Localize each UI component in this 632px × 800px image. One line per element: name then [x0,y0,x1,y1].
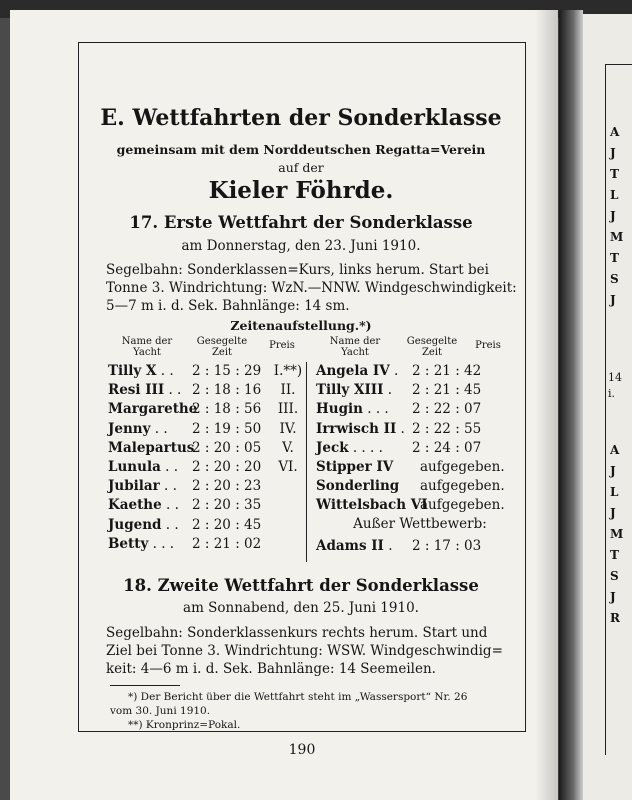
prize-rank: VI. [278,458,298,475]
race17-title: 17. Erste Wettfahrt der Sonderklasse [129,213,473,232]
facing-page-letter: T [610,548,619,562]
facing-page-letter: T [610,167,619,181]
facing-page-letter: A [610,125,620,139]
results-table-right [316,362,516,516]
race18-course-line-1: Segelbahn: Sonderklassenkurs rechts herum. Start und [106,625,488,641]
outside-yacht-dots: . [388,538,393,554]
times-table-title: Zeitenaufstellung.*) [230,318,372,333]
yacht-name: Malepartus [108,439,195,456]
table-row [108,535,304,554]
leader-dots: . . [160,458,178,475]
prize-rank: I.**) [273,363,303,379]
table-row [108,516,304,535]
table-row [316,458,516,477]
facing-page-letter: J [610,209,616,223]
table-row [316,439,516,458]
header-prize-right: Preis [475,340,501,351]
yacht-name: Tilly XIII [316,382,384,399]
sailed-time: 2 : 19 : 50 [192,420,262,437]
table-row [316,381,516,400]
sailed-time: 2 : 20 : 35 [192,497,262,514]
table-row [316,400,516,419]
sailed-time: 2 : 24 : 07 [412,439,482,456]
sailed-time: 2 : 20 : 45 [192,516,262,533]
heading-line-1: gemeinsam mit dem Norddeutschen Regatta=Verein [116,142,486,157]
sailed-time: 2 : 21 : 42 [412,363,482,379]
sailed-time: 2 : 22 : 55 [412,420,482,437]
facing-page-letter: T [610,251,619,265]
page-shadow [535,10,559,800]
table-row [108,362,304,381]
facing-page-letter: J [610,590,616,604]
prize-rank: III. [277,401,299,418]
yacht-name: Jubilar [108,478,160,495]
facing-page-letter: M [610,527,624,541]
location-title: Kieler Föhrde. [208,177,394,204]
retired-status: aufgegeben. [420,458,505,475]
footnote-rule [110,685,180,686]
table-row [108,477,304,496]
facing-page-letter: A [610,443,620,457]
sailed-time: 2 : 15 : 29 [192,363,262,379]
race18-date: am Sonnabend, den 25. Juni 1910. [183,600,419,616]
facing-page-letter: R [610,611,620,625]
leader-dots: . . . . [348,439,383,456]
leader-dots: . . [156,363,174,379]
book-spine [559,10,583,800]
leader-dots: . . [159,478,177,495]
leader-dots: . [383,382,392,399]
facing-page-letter: L [610,188,619,202]
sailed-time: 2 : 20 : 23 [192,478,262,495]
section-title: E. Wettfahrten der Sonderklasse [100,105,502,131]
facing-page-letter: M [610,230,624,244]
yacht-name: Margarethe [108,401,198,418]
leader-dots: . . [161,516,179,533]
outside-yacht-name: Adams II [316,538,384,554]
leader-dots: . . . [362,401,389,418]
prize-rank: IV. [279,420,297,437]
yacht-name: Sonderling [316,478,400,495]
prize-rank: V. [282,439,294,456]
leader-dots: . [396,420,405,437]
facing-page-letter: J [610,146,616,160]
table-row [108,439,304,458]
facing-page-letter: S [610,569,619,583]
facing-page-letter: J [610,506,616,520]
yacht-name: Jeck [316,439,349,456]
race17-course-line-2: Tonne 3. Windrichtung: WzN.—NNW. Windgeschwindigkeit: [106,280,517,296]
yacht-name: Irrwisch II [316,420,397,437]
outside-competition-row [316,538,516,554]
facing-page-text-fragment: 14 [608,371,622,384]
leader-dots: . . [164,382,182,399]
header-name-left: Name der Yacht [121,336,173,358]
sailed-time: 2 : 21 : 45 [412,382,482,399]
outside-yacht-time: 2 : 17 : 03 [412,538,482,554]
yacht-name: Angela IV [316,363,390,379]
leader-dots: . [389,363,399,379]
facing-page-text-fragment: i. [608,387,616,400]
race18-title: 18. Zweite Wettfahrt der Sonderklasse [123,576,479,595]
outside-competition-label: Außer Wettbewerb: [353,516,487,532]
leader-dots: . . [161,497,179,514]
table-row [108,381,304,400]
table-row [316,420,516,439]
leader-dots: . . [150,420,168,437]
yacht-name: Betty [108,535,149,552]
facing-page-letter: J [610,293,616,307]
table-row [316,477,516,496]
heading-line-2: auf der [278,160,324,175]
facing-page-letter: L [610,485,619,499]
sailed-time: 2 : 20 : 20 [192,458,262,475]
footnote-1-line-1: *) Der Bericht über die Wettfahrt steht im „Wassersport“ Nr. 26 [128,691,468,703]
header-name-right: Name der Yacht [329,336,381,358]
table-row [316,496,516,515]
footnote-1-line-2: vom 30. Juni 1910. [110,705,211,717]
yacht-name: Jugend [108,516,162,533]
sailed-time: 2 : 20 : 05 [192,439,262,456]
retired-status: aufgegeben. [420,478,505,495]
retired-status: aufgegeben. [420,497,505,514]
yacht-name: Hugin [316,401,363,418]
results-table-left [108,362,304,554]
yacht-name: Tilly X [108,363,157,379]
header-time-right: Gesegelte Zeit [406,336,458,358]
race17-course-line-3: 5—7 m i. d. Sek. Bahnlänge: 14 sm. [106,298,350,314]
facing-page [583,14,632,800]
table-row [316,362,516,381]
yacht-name: Stipper IV [316,458,394,475]
sailed-time: 2 : 18 : 16 [192,382,262,399]
yacht-name: Wittelsbach VI [316,497,428,514]
race18-course-line-2: Ziel bei Tonne 3. Windrichtung: WSW. Windgeschwindig= [106,643,503,659]
yacht-name: Lunula [108,458,161,475]
leader-dots: . . . [148,535,175,552]
header-prize-left: Preis [269,340,295,351]
header-time-left: Gesegelte Zeit [196,336,248,358]
page-number: 190 [288,742,316,758]
table-row [108,458,304,477]
sailed-time: 2 : 18 : 56 [192,401,262,418]
race18-course-line-3: keit: 4—6 m i. d. Sek. Bahnlänge: 14 Seemeilen. [106,661,436,677]
table-row [108,496,304,515]
yacht-name: Kaethe [108,497,162,514]
sailed-time: 2 : 21 : 02 [192,535,262,552]
table-row [108,400,304,419]
sailed-time: 2 : 22 : 07 [412,401,482,418]
table-row [108,420,304,439]
facing-page-letter: S [610,272,619,286]
race17-course-line-1: Segelbahn: Sonderklassen=Kurs, links herum. Start bei [106,262,489,278]
facing-page-letter: J [610,464,616,478]
footnote-2: **) Kronprinz=Pokal. [128,719,241,731]
yacht-name: Jenny [108,420,151,437]
yacht-name: Resi III [108,382,165,399]
race17-date: am Donnerstag, den 23. Juni 1910. [181,238,421,254]
prize-rank: II. [280,382,296,399]
